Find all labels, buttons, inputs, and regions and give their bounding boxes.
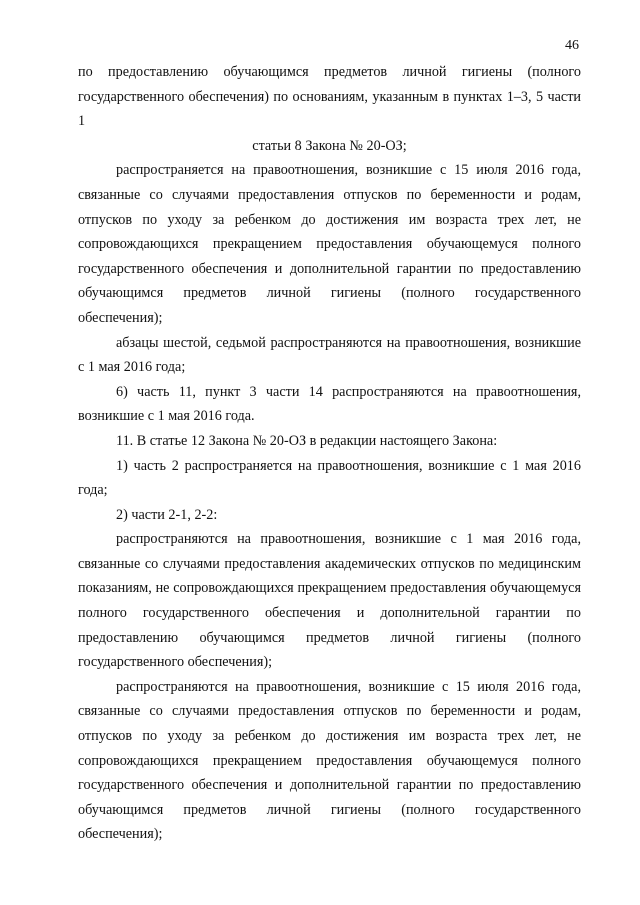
paragraph: 1) часть 2 распространяется на правоотношения, возникшие с 1 мая 2016 года; [78, 457, 581, 499]
paragraph: 6) часть 11, пункт 3 части 14 распространяются на правоотношения, возникшие с 1 мая 2016 года. [78, 383, 581, 425]
paragraph: распространяются на правоотношения, возникшие с 1 мая 2016 года, связанные со случаями предоставления академических отпусков по медицинским показаниям, не сопровождающихся прекращением предоставления обучающемуся полного государственного обеспечения и дополнительной гарантии по предоставлению обучающимся предметов личной гигиены (полного государственного обеспечения); [78, 531, 581, 671]
paragraph: распространяется на правоотношения, возникшие с 15 июля 2016 года, связанные со случаями предоставления отпусков по беременности и родам, отпусков по уходу за ребенком до достижения им возраста трех лет, не сопровождающихся прекращением предоставления обучающемуся полного государственного обеспечения и дополнительной гарантии по предоставлению обучающимся предметов личной гигиены (полного государственного обеспечения); [78, 162, 581, 326]
paragraph: 11. В статье 12 Закона № 20-ОЗ в редакции настоящего Закона: [116, 432, 498, 449]
paragraph: 2) части 2-1, 2-2: [116, 506, 218, 523]
page-number: 46 [565, 38, 579, 53]
paragraph-continuation-end: статьи 8 Закона № 20-ОЗ; [252, 137, 407, 154]
paragraph-continuation: по предоставлению обучающимся предметов личной гигиены (полного государственного обеспечения) по основаниям, указанным в пунктах 1–3, 5 части 1 [78, 64, 581, 130]
paragraph: абзацы шестой, седьмой распространяются на правоотношения, возникшие с 1 мая 2016 года; [78, 334, 581, 376]
document-body [78, 60, 581, 847]
paragraph: распространяются на правоотношения, возникшие с 15 июля 2016 года, связанные со случаями предоставления отпусков по беременности и родам, отпусков по уходу за ребенком до достижения им возраста трех лет, не сопровождающихся прекращением предоставления обучающемуся полного государственного обеспечения и дополнительной гарантии по предоставлению обучающимся предметов личной гигиены (полного государственного обеспечения); [78, 678, 581, 843]
